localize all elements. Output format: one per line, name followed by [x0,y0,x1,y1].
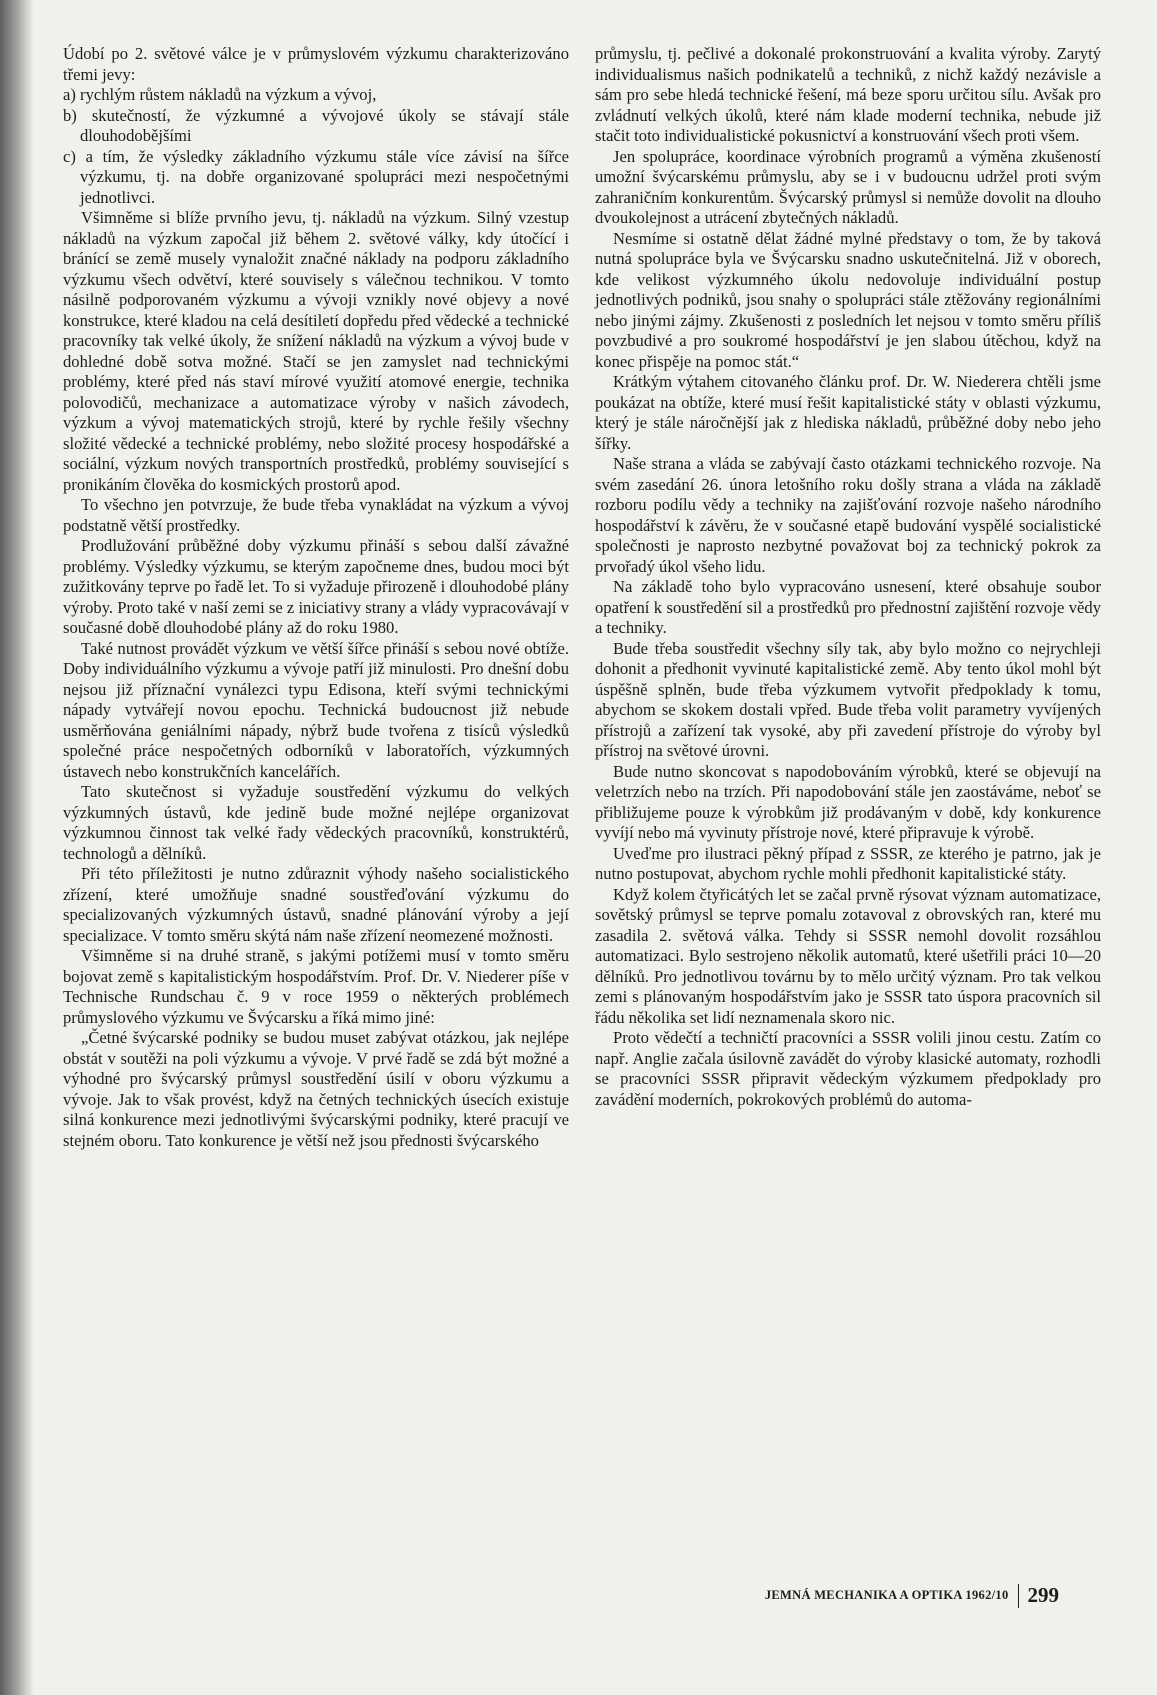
footer-divider [1018,1584,1019,1608]
paragraph: Jen spolupráce, koordinace výrobních programů a výměna zkušeností umožní švýcarskému průmyslu, aby se i v budoucnu udržel proti svým zahraničním konkurentům. Švýcarský průmysl si nemůže dovolit na dlouho dvoukolejnost a utrácení zbytečných nákladů. [595,146,1101,227]
list-item: c) a tím, že výsledky základního výzkumu stále více závisí na šířce výzkumu, tj. na dobře organizované spolupráci mezi nespočetnými jednotlivci. [63,146,569,207]
paragraph: „Četné švýcarské podniky se budou muset zabývat otázkou, jak nejlépe obstát v soutěži na poli výzkumu a vývoje. V prvé řadě se zdá být možné a výhodné pro švýcarský průmysl soustředění úsilí v oboru výzkumu a vývoje. Jak to však provést, když na četných technických úsecích existuje silná konkurence mezi jednotlivými švýcarskými podniky, které pracují ve stejném oboru. Tato konkurence je větší než jsou přednosti švýcarského [63,1028,569,1150]
paragraph: Údobí po 2. světové válce je v průmyslovém výzkumu charakterizováno třemi jevy: [63,44,569,84]
paragraph: Na základě toho bylo vypracováno usnesení, které obsahuje soubor opatření k soustředění sil a prostředků pro přednostní zajištění rozvoje vědy a techniky. [595,577,1101,637]
paragraph: Tato skutečnost si vyžaduje soustředění výzkumu do velkých výzkumných ústavů, kde jedině bude možné nejlépe organizovat výzkumnou činnost tak velké řady vědeckých pracovníků, konstruktérů, technologů a dělníků. [63,782,569,863]
paragraph: průmyslu, tj. pečlivé a dokonalé prokonstruování a kvalita výroby. Zarytý individualismus našich podnikatelů a techniků, z nichž každý nezávisle a sám pro sebe hledá technické řešení, má beze sporu určitou sílu. Avšak pro zvládnutí velkých úkolů, které nám klade moderní technika, nebude již stačit toto individualistické pokusnictví a konstruování všech proti všem. [595,44,1101,145]
left-text-column [63,44,569,1151]
paragraph: Když kolem čtyřicátých let se začal prvně rýsovat význam automatizace, sovětský průmysl se teprve pomalu zotavoval z obrovských ran, které mu zasadila 2. světová válka. Tehdy si SSSR nemohl dovolit rozsáhlou automatizaci. Bylo sestrojeno několik automatů, které ušetřili práci 10—20 dělníků. Pro jednotlivou továrnu by to mělo určitý význam. Pro tak velkou zemi s plánovaným hospodářstvím jako je SSSR tato úspora pracovních sil řádu několika set lidí neznamenala skoro nic. [595,884,1101,1027]
right-text-column [595,44,1101,1110]
journal-title: JEMNÁ MECHANIKA A OPTIKA 1962/10 [764,1588,1009,1602]
page-binding-shadow [0,0,34,1695]
paragraph: Proto vědečtí a techničtí pracovníci a SSSR volili jinou cestu. Zatím co např. Anglie začala úsilovně zavádět do výroby klasické automaty, rozhodli se pracovníci SSSR připravit vědeckým výzkumem předpoklady pro zavádění moderních, pokrokových problémů do automa- [595,1028,1101,1109]
paragraph: Nesmíme si ostatně dělat žádné mylné představy o tom, že by taková nutná spolupráce byla ve Švýcarsku snadno uskutečnitelná. Již v oborech, kde velikost výzkumného úkolu nedovoluje individuální postup jednotlivých podniků, jsou snahy o spolupráci stále ztěžovány regionálními nebo jinými zájmy. Zkušenosti z posledních let nejsou v tomto směru příliš povzbudivé a pro soukromé hospodářství je jen slabou útěchou, když na konec přispěje na pomoc stát.“ [595,228,1101,371]
list-item: a) rychlým růstem nákladů na výzkum a vývoj, [63,85,377,104]
page-number: 299 [1027,1583,1059,1607]
paragraph: Naše strana a vláda se zabývají často otázkami technického rozvoje. Na svém zasedání 26. února letošního roku došly strana a vláda na základě rozboru podílu vědy a techniky na zajišťování rozvoje našeho národního hospodářství k závěru, že v současné etapě budování vyspělé socialistické společnosti je naprosto nezbytné považovat boj za technický pokrok za prvořadý úkol všeho lidu. [595,454,1101,576]
paragraph: Při této příležitosti je nutno zdůraznit výhody našeho socialistického zřízení, které umožňuje snadné soustřeďování výzkumu do specializovaných výzkumných ústavů, snadné plánování výroby a její specializace. V tomto směru skýtá nám naše zřízení neomezené možnosti. [63,864,569,945]
paragraph: Uveďme pro ilustraci pěkný případ z SSSR, ze kterého je patrno, jak je nutno postupovat, abychom rychle mohli předhonit kapitalistické státy. [595,843,1101,883]
paragraph: Krátkým výtahem citovaného článku prof. Dr. W. Niederera chtěli jsme poukázat na obtíže, které musí řešit kapitalistické státy v oblasti výzkumu, který je stále náročnější jak z hlediska nákladů, průběžné doby nebo jeho šířky. [595,372,1101,453]
paragraph: Bude třeba soustředit všechny síly tak, aby bylo možno co nejrychleji dohonit a předhonit vyvinuté kapitalistické země. Aby tento úkol mohl být úspěšně splněn, bude třeba výzkumem vytvořit předpoklady k tomu, abychom se skokem dostali vpřed. Bude třeba volit parametry vyvíjených přístrojů a zařízení tak vysoké, aby při zavedení přístroje do výroby byl přístroj na světové úrovni. [595,638,1101,760]
list-item: b) skutečností, že výzkumné a vývojové úkoly se stávají stále dlouhodobějšími [63,105,569,145]
paragraph: Prodlužování průběžné doby výzkumu přináší s sebou další závažné problémy. Výsledky výzkumu, se kterým započneme dnes, budou moci být zužitkovány teprve po řadě let. To si vyžaduje přirozeně i dlouhodobé plány výroby. Proto také v naší zemi se z iniciativy strany a vlády vypracovávají v současné době dlouhodobé plány až do roku 1980. [63,536,569,637]
paragraph: To všechno jen potvrzuje, že bude třeba vynakládat na výzkum a vývoj podstatně větší prostředky. [63,495,569,535]
paragraph: Všimněme si blíže prvního jevu, tj. nákladů na výzkum. Silný vzestup nákladů na výzkum započal již během 2. světové války, kdy útočící i bránící se země musely vynaložit značné náklady na podporu základního výzkumu všech odvětví, které souvisely s válečnou technikou. V tomto násilně podporovaném výzkumu a vývoji vznikly nové objevy a nové konstrukce, které kladou na celá desítiletí dopředu před vědecké a technické pracovníky tak velké úkoly, že snížení nákladů na výzkum a vývoj bude v dohledné době sotva možné. Stačí se jen zamyslet nad technickými problémy, které před nás staví mírové využití atomové energie, technika polovodičů, mechanizace a automatizace výroby v našich závodech, výzkum a vývoj matematických strojů, které by rychle řešily všechny složité vědecké a technické problémy, nebo složité procesy hospodářské a sociální, výzkum nových transportních prostředků, problémy související s pronikáním člověka do kosmických prostorů apod. [63,208,569,494]
paragraph: Také nutnost provádět výzkum ve větší šířce přináší s sebou nové obtíže. Doby individuálního výzkumu a vývoje patří již minulosti. Pro dnešní dobu nejsou již příznační vynálezci typu Edisona, kteří svými technickými nápady vytvářejí novou epochu. Technická budoucnost již nebude usměrňována geniálními nápady, nýbrž bude tvořena z tisíců výsledků společné práce nespočetných odborníků v laboratořích, výzkumných ústavech nebo konstrukčních kancelářích. [63,638,569,781]
page-footer [765,1583,1059,1608]
paragraph: Bude nutno skoncovat s napodobováním výrobků, které se objevují na veletrzích nebo na trzích. Při napodobování stále jen zaostáváme, neboť se přibližujeme pouze k výrobkům již prodávaným v době, kdy konkurence vyvíjí nebo má vyvinuty přístroje nové, které připravuje k výrobě. [595,761,1101,842]
paragraph: Všimněme si na druhé straně, s jakými potížemi musí v tomto směru bojovat země s kapitalistickým hospodářstvím. Prof. Dr. V. Niederer píše v Technische Rundschau č. 9 v roce 1959 o některých problémech průmyslového výzkumu ve Švýcarsku a říká mimo jiné: [63,946,569,1027]
